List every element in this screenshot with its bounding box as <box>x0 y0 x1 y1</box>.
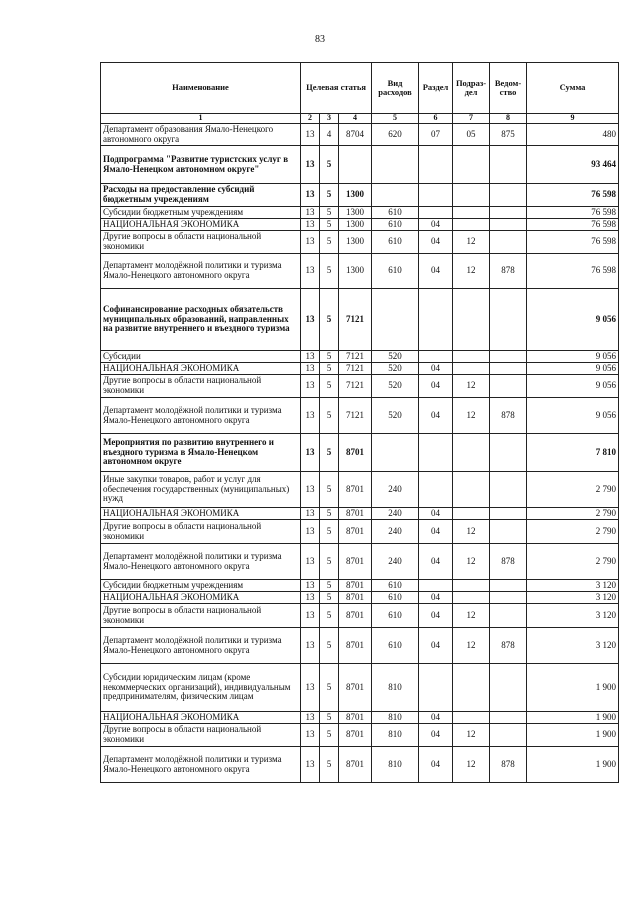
cell-name: Другие вопросы в области национальной экономики <box>101 375 301 398</box>
cell-amount: 76 598 <box>527 231 619 254</box>
budget-table <box>100 62 619 783</box>
cell-section: 04 <box>419 724 453 747</box>
cell-program-code: 13 <box>301 146 320 184</box>
cell-program-code: 13 <box>301 398 320 434</box>
table-row <box>101 363 619 375</box>
cell-department <box>490 219 527 231</box>
cell-program-code: 13 <box>301 712 320 724</box>
cell-program-code: 13 <box>301 254 320 289</box>
cell-name: Другие вопросы в области национальной экономики <box>101 520 301 544</box>
cell-subprogram-code: 5 <box>320 604 339 628</box>
cell-section <box>419 472 453 508</box>
cell-name: НАЦИОНАЛЬНАЯ ЭКОНОМИКА <box>101 219 301 231</box>
cell-article-code: 8701 <box>339 434 372 472</box>
cell-subprogram-code: 5 <box>320 747 339 783</box>
cell-name: Иные закупки товаров, работ и услуг для обеспечения государственных (муниципальных) нужд <box>101 472 301 508</box>
cell-name: Подпрограмма "Развитие туристских услуг в Ямало-Ненецком автономном округе" <box>101 146 301 184</box>
cell-program-code: 13 <box>301 434 320 472</box>
table-row <box>101 184 619 207</box>
cell-expense-type: 610 <box>372 254 419 289</box>
cell-subprogram-code: 5 <box>320 363 339 375</box>
cell-expense-type: 610 <box>372 628 419 664</box>
cell-article-code: 8704 <box>339 124 372 146</box>
cell-amount: 2 790 <box>527 520 619 544</box>
cell-article-code: 7121 <box>339 351 372 363</box>
column-number-row <box>101 114 619 124</box>
table-row <box>101 375 619 398</box>
cell-name: Департамент молодёжной политики и туризма Ямало-Ненецкого автономного округа <box>101 544 301 580</box>
cell-department <box>490 375 527 398</box>
cell-article-code: 8701 <box>339 580 372 592</box>
cell-name: НАЦИОНАЛЬНАЯ ЭКОНОМИКА <box>101 712 301 724</box>
cell-amount: 3 120 <box>527 628 619 664</box>
cell-program-code: 13 <box>301 289 320 351</box>
header-target-article: Целевая статья <box>301 63 372 114</box>
cell-subsection <box>453 434 490 472</box>
cell-department <box>490 184 527 207</box>
cell-expense-type: 520 <box>372 363 419 375</box>
cell-name: Департамент молодёжной политики и туризма Ямало-Ненецкого автономного округа <box>101 398 301 434</box>
column-number: 6 <box>419 114 453 124</box>
cell-subprogram-code: 5 <box>320 207 339 219</box>
cell-section: 04 <box>419 508 453 520</box>
cell-amount: 7 810 <box>527 434 619 472</box>
cell-subsection: 12 <box>453 747 490 783</box>
cell-expense-type: 610 <box>372 580 419 592</box>
cell-subsection <box>453 664 490 712</box>
cell-amount: 76 598 <box>527 254 619 289</box>
cell-program-code: 13 <box>301 472 320 508</box>
cell-article-code: 1300 <box>339 219 372 231</box>
cell-program-code: 13 <box>301 520 320 544</box>
cell-name: Софинансирование расходных обязательств муниципальных образований, направленных на развитие внутреннего и въездного туризма <box>101 289 301 351</box>
cell-article-code: 8701 <box>339 544 372 580</box>
cell-subprogram-code: 5 <box>320 664 339 712</box>
cell-program-code: 13 <box>301 124 320 146</box>
cell-name: Департамент образования Ямало-Ненецкого автономного округа <box>101 124 301 146</box>
cell-subprogram-code: 5 <box>320 712 339 724</box>
cell-name: Мероприятия по развитию внутреннего и въездного туризма в Ямало-Ненецком автономном округе <box>101 434 301 472</box>
cell-department: 878 <box>490 544 527 580</box>
table-row <box>101 520 619 544</box>
table-row <box>101 289 619 351</box>
column-number: 3 <box>320 114 339 124</box>
cell-subsection: 12 <box>453 520 490 544</box>
table-row <box>101 724 619 747</box>
cell-amount: 2 790 <box>527 508 619 520</box>
cell-name: Субсидии бюджетным учреждениям <box>101 207 301 219</box>
table-row <box>101 712 619 724</box>
cell-article-code: 8701 <box>339 664 372 712</box>
header-amount: Сумма <box>527 63 619 114</box>
cell-program-code: 13 <box>301 604 320 628</box>
cell-article-code: 8701 <box>339 724 372 747</box>
table-row <box>101 351 619 363</box>
table-body <box>101 124 619 783</box>
cell-section: 04 <box>419 544 453 580</box>
cell-subsection: 12 <box>453 544 490 580</box>
cell-name: Расходы на предоставление субсидий бюджетным учреждениям <box>101 184 301 207</box>
cell-subsection <box>453 712 490 724</box>
header-name: Наименование <box>101 63 301 114</box>
cell-expense-type: 810 <box>372 664 419 712</box>
table-row <box>101 434 619 472</box>
cell-expense-type: 810 <box>372 747 419 783</box>
cell-amount: 3 120 <box>527 592 619 604</box>
cell-subprogram-code: 5 <box>320 146 339 184</box>
cell-department <box>490 508 527 520</box>
header-department: Ведом-ство <box>490 63 527 114</box>
table-row <box>101 219 619 231</box>
table-row <box>101 628 619 664</box>
cell-name: Субсидии юридическим лицам (кроме некоммерческих организаций), индивидуальным предпринимателям, физическим лицам <box>101 664 301 712</box>
cell-expense-type <box>372 184 419 207</box>
cell-amount: 76 598 <box>527 184 619 207</box>
table-row <box>101 580 619 592</box>
column-number: 5 <box>372 114 419 124</box>
cell-subprogram-code: 5 <box>320 219 339 231</box>
cell-subprogram-code: 5 <box>320 375 339 398</box>
cell-subprogram-code: 5 <box>320 231 339 254</box>
cell-program-code: 13 <box>301 351 320 363</box>
cell-department <box>490 207 527 219</box>
cell-name: Департамент молодёжной политики и туризма Ямало-Ненецкого автономного округа <box>101 747 301 783</box>
cell-expense-type: 520 <box>372 375 419 398</box>
table-row <box>101 231 619 254</box>
cell-department <box>490 472 527 508</box>
cell-section <box>419 434 453 472</box>
column-number: 7 <box>453 114 490 124</box>
cell-subsection <box>453 184 490 207</box>
cell-section <box>419 351 453 363</box>
cell-program-code: 13 <box>301 747 320 783</box>
table-row <box>101 664 619 712</box>
cell-program-code: 13 <box>301 363 320 375</box>
cell-program-code: 13 <box>301 219 320 231</box>
cell-program-code: 13 <box>301 580 320 592</box>
cell-department <box>490 146 527 184</box>
cell-expense-type: 610 <box>372 219 419 231</box>
cell-article-code: 8701 <box>339 712 372 724</box>
cell-expense-type: 520 <box>372 398 419 434</box>
cell-subprogram-code: 5 <box>320 592 339 604</box>
cell-amount: 9 056 <box>527 351 619 363</box>
cell-subsection <box>453 592 490 604</box>
cell-subprogram-code: 4 <box>320 124 339 146</box>
cell-subsection <box>453 508 490 520</box>
column-number: 2 <box>301 114 320 124</box>
cell-name: Другие вопросы в области национальной экономики <box>101 231 301 254</box>
cell-department <box>490 724 527 747</box>
cell-name: Другие вопросы в области национальной экономики <box>101 604 301 628</box>
cell-section <box>419 207 453 219</box>
header-section: Раздел <box>419 63 453 114</box>
cell-department <box>490 434 527 472</box>
cell-section: 04 <box>419 747 453 783</box>
cell-article-code: 8701 <box>339 604 372 628</box>
cell-program-code: 13 <box>301 207 320 219</box>
cell-subprogram-code: 5 <box>320 351 339 363</box>
cell-name: НАЦИОНАЛЬНАЯ ЭКОНОМИКА <box>101 363 301 375</box>
cell-expense-type: 520 <box>372 351 419 363</box>
cell-article-code: 8701 <box>339 472 372 508</box>
cell-subprogram-code: 5 <box>320 184 339 207</box>
cell-amount: 2 790 <box>527 472 619 508</box>
cell-subsection <box>453 207 490 219</box>
cell-amount: 1 900 <box>527 747 619 783</box>
cell-name: Другие вопросы в области национальной экономики <box>101 724 301 747</box>
cell-subsection <box>453 363 490 375</box>
cell-subprogram-code: 5 <box>320 508 339 520</box>
cell-subsection <box>453 146 490 184</box>
cell-subsection <box>453 472 490 508</box>
cell-article-code: 1300 <box>339 184 372 207</box>
cell-subprogram-code: 5 <box>320 724 339 747</box>
header-expense-type: Вид расходов <box>372 63 419 114</box>
cell-subprogram-code: 5 <box>320 254 339 289</box>
cell-expense-type: 610 <box>372 604 419 628</box>
cell-program-code: 13 <box>301 231 320 254</box>
cell-department <box>490 351 527 363</box>
cell-expense-type: 610 <box>372 231 419 254</box>
table-row <box>101 124 619 146</box>
cell-name: НАЦИОНАЛЬНАЯ ЭКОНОМИКА <box>101 508 301 520</box>
cell-section: 04 <box>419 712 453 724</box>
cell-department <box>490 664 527 712</box>
cell-section: 04 <box>419 398 453 434</box>
table-row <box>101 472 619 508</box>
table-row <box>101 508 619 520</box>
table-row <box>101 398 619 434</box>
cell-program-code: 13 <box>301 544 320 580</box>
cell-department: 875 <box>490 124 527 146</box>
cell-section <box>419 664 453 712</box>
table-row <box>101 544 619 580</box>
cell-name: Департамент молодёжной политики и туризма Ямало-Ненецкого автономного округа <box>101 254 301 289</box>
cell-expense-type: 610 <box>372 592 419 604</box>
cell-article-code: 8701 <box>339 508 372 520</box>
cell-subsection: 12 <box>453 231 490 254</box>
cell-expense-type: 810 <box>372 712 419 724</box>
table-row <box>101 747 619 783</box>
cell-amount: 1 900 <box>527 712 619 724</box>
column-number: 4 <box>339 114 372 124</box>
cell-subsection: 05 <box>453 124 490 146</box>
cell-department <box>490 289 527 351</box>
cell-expense-type: 240 <box>372 520 419 544</box>
cell-subprogram-code: 5 <box>320 520 339 544</box>
cell-expense-type: 810 <box>372 724 419 747</box>
cell-section: 04 <box>419 592 453 604</box>
cell-name: НАЦИОНАЛЬНАЯ ЭКОНОМИКА <box>101 592 301 604</box>
table-row <box>101 254 619 289</box>
cell-expense-type <box>372 289 419 351</box>
cell-amount: 93 464 <box>527 146 619 184</box>
cell-subsection: 12 <box>453 604 490 628</box>
cell-article-code: 7121 <box>339 289 372 351</box>
cell-article-code: 7121 <box>339 363 372 375</box>
cell-amount: 1 900 <box>527 724 619 747</box>
cell-expense-type: 240 <box>372 508 419 520</box>
cell-article-code: 8701 <box>339 520 372 544</box>
cell-subsection: 12 <box>453 254 490 289</box>
cell-expense-type: 620 <box>372 124 419 146</box>
cell-department: 878 <box>490 747 527 783</box>
cell-section: 04 <box>419 231 453 254</box>
cell-subsection: 12 <box>453 398 490 434</box>
cell-subprogram-code: 5 <box>320 289 339 351</box>
cell-subprogram-code: 5 <box>320 434 339 472</box>
cell-article-code: 7121 <box>339 375 372 398</box>
cell-section: 07 <box>419 124 453 146</box>
table-row <box>101 146 619 184</box>
cell-name: Департамент молодёжной политики и туризма Ямало-Ненецкого автономного округа <box>101 628 301 664</box>
cell-section <box>419 289 453 351</box>
cell-amount: 9 056 <box>527 363 619 375</box>
cell-article-code: 7121 <box>339 398 372 434</box>
cell-department <box>490 580 527 592</box>
column-number: 9 <box>527 114 619 124</box>
cell-article-code: 1300 <box>339 207 372 219</box>
cell-expense-type: 610 <box>372 207 419 219</box>
cell-subsection: 12 <box>453 375 490 398</box>
cell-section: 04 <box>419 254 453 289</box>
cell-amount: 9 056 <box>527 375 619 398</box>
cell-expense-type <box>372 146 419 184</box>
cell-program-code: 13 <box>301 664 320 712</box>
cell-article-code: 8701 <box>339 628 372 664</box>
cell-department: 878 <box>490 628 527 664</box>
header-subsection: Подраз-дел <box>453 63 490 114</box>
cell-department <box>490 604 527 628</box>
cell-subsection <box>453 289 490 351</box>
cell-program-code: 13 <box>301 724 320 747</box>
table-header-row <box>101 63 619 114</box>
table-row <box>101 604 619 628</box>
cell-subprogram-code: 5 <box>320 580 339 592</box>
cell-subsection: 12 <box>453 724 490 747</box>
table-row <box>101 207 619 219</box>
cell-section <box>419 580 453 592</box>
cell-section: 04 <box>419 628 453 664</box>
cell-department <box>490 712 527 724</box>
cell-article-code: 8701 <box>339 747 372 783</box>
cell-section: 04 <box>419 219 453 231</box>
cell-name: Субсидии <box>101 351 301 363</box>
cell-article-code <box>339 146 372 184</box>
cell-amount: 76 598 <box>527 207 619 219</box>
cell-subprogram-code: 5 <box>320 544 339 580</box>
cell-program-code: 13 <box>301 508 320 520</box>
cell-department: 878 <box>490 398 527 434</box>
cell-subprogram-code: 5 <box>320 628 339 664</box>
cell-subsection <box>453 351 490 363</box>
cell-amount: 9 056 <box>527 398 619 434</box>
cell-department <box>490 520 527 544</box>
cell-amount: 76 598 <box>527 219 619 231</box>
cell-amount: 3 120 <box>527 604 619 628</box>
cell-expense-type: 240 <box>372 544 419 580</box>
cell-program-code: 13 <box>301 592 320 604</box>
cell-section: 04 <box>419 520 453 544</box>
cell-amount: 1 900 <box>527 664 619 712</box>
column-number: 1 <box>101 114 301 124</box>
cell-department: 878 <box>490 254 527 289</box>
cell-program-code: 13 <box>301 375 320 398</box>
cell-section <box>419 146 453 184</box>
cell-article-code: 8701 <box>339 592 372 604</box>
cell-section: 04 <box>419 375 453 398</box>
cell-program-code: 13 <box>301 628 320 664</box>
cell-subsection <box>453 580 490 592</box>
cell-subsection: 12 <box>453 628 490 664</box>
cell-expense-type: 240 <box>372 472 419 508</box>
cell-section: 04 <box>419 363 453 375</box>
cell-section <box>419 184 453 207</box>
table-row <box>101 592 619 604</box>
cell-amount: 480 <box>527 124 619 146</box>
page-number: 83 <box>315 34 325 45</box>
cell-amount: 2 790 <box>527 544 619 580</box>
cell-subprogram-code: 5 <box>320 398 339 434</box>
cell-name: Субсидии бюджетным учреждениям <box>101 580 301 592</box>
cell-article-code: 1300 <box>339 231 372 254</box>
cell-article-code: 1300 <box>339 254 372 289</box>
column-number: 8 <box>490 114 527 124</box>
cell-expense-type <box>372 434 419 472</box>
cell-department <box>490 363 527 375</box>
cell-amount: 3 120 <box>527 580 619 592</box>
cell-section: 04 <box>419 604 453 628</box>
cell-department <box>490 592 527 604</box>
cell-subsection <box>453 219 490 231</box>
cell-amount: 9 056 <box>527 289 619 351</box>
cell-department <box>490 231 527 254</box>
cell-program-code: 13 <box>301 184 320 207</box>
cell-subprogram-code: 5 <box>320 472 339 508</box>
